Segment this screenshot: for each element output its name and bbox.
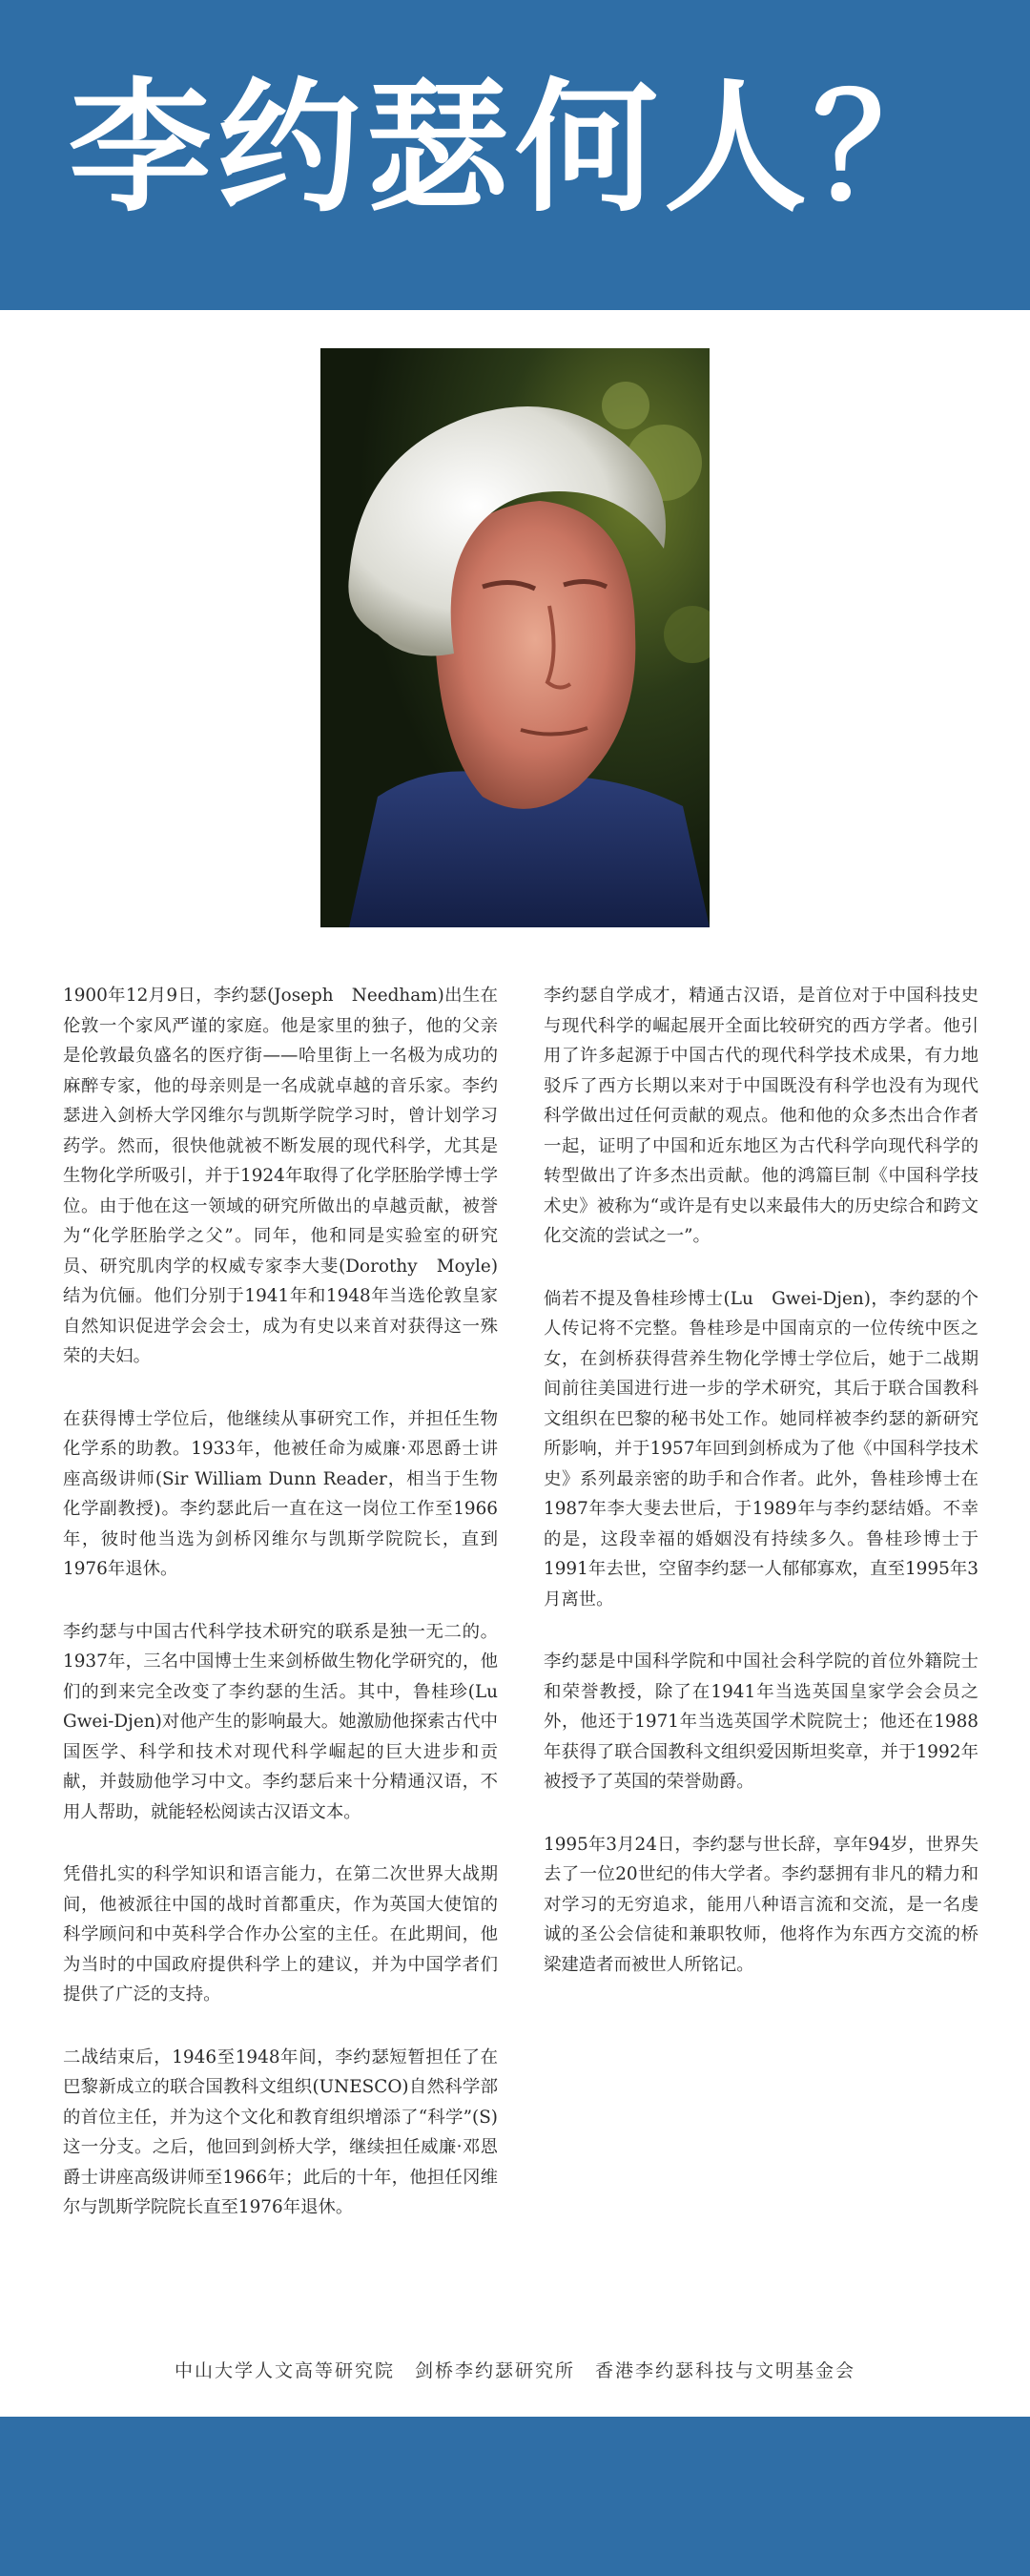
- header-band: [0, 0, 1030, 310]
- paragraph: 1995年3月24日，李约瑟与世长辞，享年94岁，世界失去了一位20世纪的伟大学者。李约瑟拥有非凡的精力和对学习的无穷追求，能用八种语言流和交流，是一名虔诚的圣公会信徒和兼职牧师，他将作为东西方交流的桥梁建造者而被世人所铭记。: [544, 1834, 978, 1975]
- portrait-photo: [320, 348, 710, 927]
- paragraph: 在获得博士学位后，他继续从事研究工作，并担任生物化学系的助教。1933年，他被任命为威廉·邓恩爵士讲座高级讲师(Sir William Dunn Reader，相当于生物化学副教授)。李约瑟此后一直在这一岗位工作至1966年，彼时他当选为剑桥冈维尔与凯斯学院院长，直到1976年退休。: [63, 1408, 498, 1579]
- paragraph: 1900年12月9日，李约瑟(Joseph Needham)出生在伦敦一个家风严谨的家庭。他是家里的独子，他的父亲是伦敦最负盛名的医疗街——哈里街上一名极为成功的麻醉专家，他的母亲则是一名成就卓越的音乐家。李约瑟进入剑桥大学冈维尔与凯斯学院学习时，曾计划学习药学。然而，很快他就被不断发展的现代科学，尤其是生物化学所吸引，并于1924年取得了化学胚胎学博士学位。由于他在这一领域的研究所做出的卓越贡献，被誉为“化学胚胎学之父”。同年，他和同是实验室的研究员、研究肌肉学的权威专家李大斐(Dorothy Moyle)结为伉俪。他们分别于1941年和1948年当选伦敦皇家自然知识促进学会会士，成为有史以来首对获得这一殊荣的夫妇。: [63, 986, 498, 1366]
- footer-band: [0, 2417, 1030, 2576]
- paragraph: 李约瑟自学成才，精通古汉语，是首位对于中国科技史与现代科学的崛起展开全面比较研究的西方学者。他引用了许多起源于中国古代的现代科学技术成果，有力地驳斥了西方长期以来对于中国既没有科学也没有为现代科学做出过任何贡献的观点。他和他的众多杰出合作者一起，证明了中国和近东地区为古代科学向现代科学的转型做出了许多杰出贡献。他的鸿篇巨制《中国科学技术史》被称为“或许是有史以来最伟大的历史综合和跨文化交流的尝试之一”。: [544, 986, 978, 1246]
- paragraph: 李约瑟与中国古代科学技术研究的联系是独一无二的。1937年，三名中国博士生来剑桥做生物化学研究的，他们的到来完全改变了李约瑟的生活。其中，鲁桂珍(Lu Gwei-Djen)对他产生的影响最大。她激励他探索古代中国医学、科学和技术对现代科学崛起的巨大进步和贡献，并鼓励他学习中文。李约瑟后来十分精通汉语，不用人帮助，就能轻松阅读古汉语文本。: [63, 1621, 516, 1822]
- paragraph: 二战结束后，1946至1948年间，李约瑟短暂担任了在巴黎新成立的联合国教科文组织(UNESCO)自然科学部的首位主任，并为这个文化和教育组织增添了“科学”(S)这一分支。之后，他回到剑桥大学，继续担任威廉·邓恩爵士讲座高级讲师至1966年；此后的十年，他担任冈维尔与凯斯学院院长直至1976年退休。: [63, 2046, 498, 2217]
- page-title: 李约瑟何人？: [68, 64, 961, 232]
- paragraph: 倘若不提及鲁桂珍博士(Lu Gwei-Djen)，李约瑟的个人传记将不完整。鲁桂珍是中国南京的一位传统中医之女，在剑桥获得营养生物化学博士学位后，她于二战期间前往美国进行进一步的学术研究，其后于联合国教科文组织在巴黎的秘书处工作。她同样被李约瑟的新研究所影响，并于1957年回到剑桥成为了他《中国科学技术史》系列最亲密的助手和合作者。此外，鲁桂珍博士在1987年李大斐去世后，于1989年与李约瑟结婚。不幸的是，这段幸福的婚姻没有持续多久。鲁桂珍博士于1991年去世，空留李约瑟一人郁郁寡欢，直至1995年3月离世。: [544, 1288, 978, 1610]
- right-column: [544, 981, 978, 2012]
- paragraph: 李约瑟是中国科学院和中国社会科学院的首位外籍院士和荣誉教授，除了在1941年当选英国皇家学会会员之外，他还于1971年当选英国学术院院士；他还在1988年获得了联合国教科文组织爱因斯坦奖章，并于1992年被授予了英国的荣誉勋爵。: [544, 1652, 978, 1792]
- paragraph: 凭借扎实的科学知识和语言能力，在第二次世界大战期间，他被派往中国的战时首都重庆，作为英国大使馆的科学顾问和中英科学合作办公室的主任。在此期间，他为当时的中国政府提供科学上的建议，并为中国学者们提供了广泛的支持。: [63, 1864, 498, 2005]
- left-column: [63, 981, 516, 2255]
- footer-institutions: 中山大学人文高等研究院 剑桥李约瑟研究所 香港李约瑟科技与文明基金会: [174, 2360, 855, 2381]
